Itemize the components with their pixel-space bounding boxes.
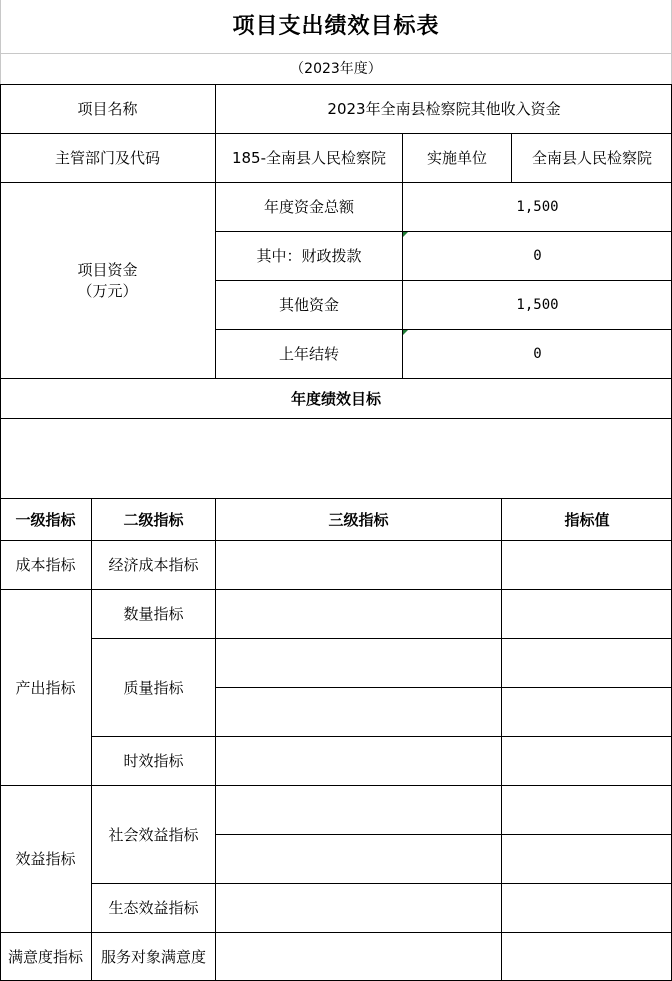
indicator-ecological: 生态效益指标 <box>108 899 199 917</box>
indicator-quality: 质量指标 <box>123 678 184 697</box>
funds-row-label: 年度资金总额 <box>263 198 354 216</box>
funds-row-label: 其他资金 <box>278 296 339 314</box>
project-name-label: 项目名称 <box>77 100 138 118</box>
indicator-satisfaction: 满意度指标 <box>7 947 83 966</box>
indicator-benefit: 效益指标 <box>15 850 76 868</box>
indicator-social: 社会效益指标 <box>108 825 199 844</box>
indicator-output: 产出指标 <box>15 678 76 697</box>
indicator-econ-cost: 经济成本指标 <box>108 556 199 574</box>
dept-label: 主管部门及代码 <box>54 149 160 167</box>
impl-label: 实施单位 <box>426 149 487 167</box>
indicator-quantity: 数量指标 <box>123 605 184 623</box>
project-name-value: 2023年全南县检察院其他收入资金 <box>327 100 561 118</box>
header-level3: 三级指标 <box>328 510 389 529</box>
annual-goal-text <box>0 419 672 498</box>
header-level1: 一级指标 <box>15 510 76 529</box>
funds-row-value: 1,500 <box>516 297 559 313</box>
indicator-service-satisfaction: 服务对象满意度 <box>100 947 206 966</box>
cell-marker-icon <box>403 232 408 237</box>
header-value: 指标值 <box>564 510 610 529</box>
cell-marker-icon <box>403 330 408 335</box>
annual-goal-label: 年度绩效目标 <box>290 389 381 408</box>
funds-row-label: 上年结转 <box>278 345 339 363</box>
funds-row-value: 1,500 <box>516 199 559 215</box>
header-level2: 二级指标 <box>123 510 184 529</box>
dept-value: 185-全南县人民检察院 <box>231 149 387 167</box>
year-label: （2023年度） <box>290 61 382 77</box>
funds-row-value: 0 <box>533 248 542 264</box>
funds-label-line1: 项目资金 <box>77 260 138 279</box>
funds-label-line2: （万元） <box>77 281 138 300</box>
indicator-timeliness: 时效指标 <box>123 752 184 770</box>
page-title: 项目支出绩效目标表 <box>232 13 440 39</box>
funds-row-label: 其中：财政拨款 <box>256 247 362 265</box>
funds-row-value: 0 <box>533 346 542 362</box>
indicator-cost: 成本指标 <box>15 556 76 574</box>
funds-label <box>0 183 215 378</box>
impl-value: 全南县人民检察院 <box>531 149 652 167</box>
